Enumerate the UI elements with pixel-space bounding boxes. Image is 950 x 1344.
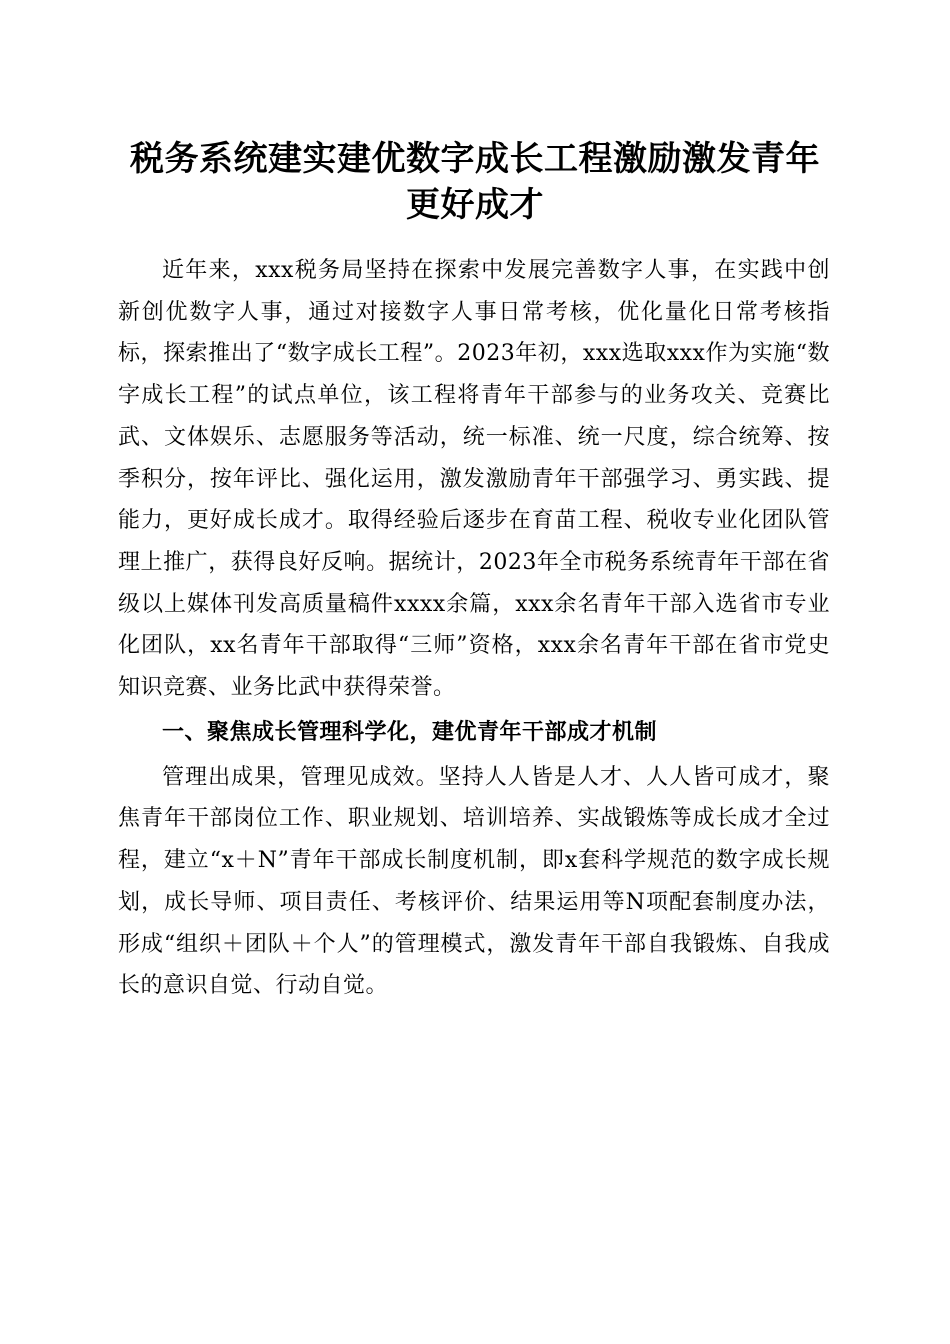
section-heading-1: 一、聚焦成长管理科学化，建优青年干部成才机制 <box>162 719 658 745</box>
section-1-paragraph: 管理出成果，管理见成效。坚持人人皆是人才、人人皆可成才，聚焦青年干部岗位工作、职业规划、培训培养、实战锻炼等成长成才全过程，建立“x＋N”青年干部成长制度机制，即x套科学规范的数字成长规划，成长导师、项目责任、考核评价、结果运用等N项配套制度办法，形成“组织＋团队＋个人”的管理模式，激发青年干部自我锻炼、自我成长的意识自觉、行动自觉。 <box>118 764 830 999</box>
title-line-2: 更好成才 <box>406 185 544 225</box>
title-line-1: 税务系统建实建优数字成长工程激励激发青年 <box>130 139 820 179</box>
document-body <box>118 250 830 1007</box>
intro-paragraph: 近年来，xxx税务局坚持在探索中发展完善数字人事，在实践中创新创优数字人事，通过对接数字人事日常考核，优化量化日常考核指标，探索推出了“数字成长工程”。2023年初，xxx选取xxx作为实施“数字成长工程”的试点单位，该工程将青年干部参与的业务攻关、竞赛比武、文体娱乐、志愿服务等活动，统一标准、统一尺度，综合统筹、按季积分，按年评比、强化运用，激发激励青年干部强学习、勇实践、提能力，更好成长成才。取得经验后逐步在育苗工程、税收专业化团队管理上推广，获得良好反响。据统计，2023年全市税务系统青年干部在省级以上媒体刊发高质量稿件xxxx余篇，xxx余名青年干部入选省市专业化团队，xx名青年干部取得“三师”资格，xxx余名青年干部在省市党史知识竞赛、业务比武中获得荣誉。 <box>118 258 830 701</box>
document-title <box>100 136 850 228</box>
